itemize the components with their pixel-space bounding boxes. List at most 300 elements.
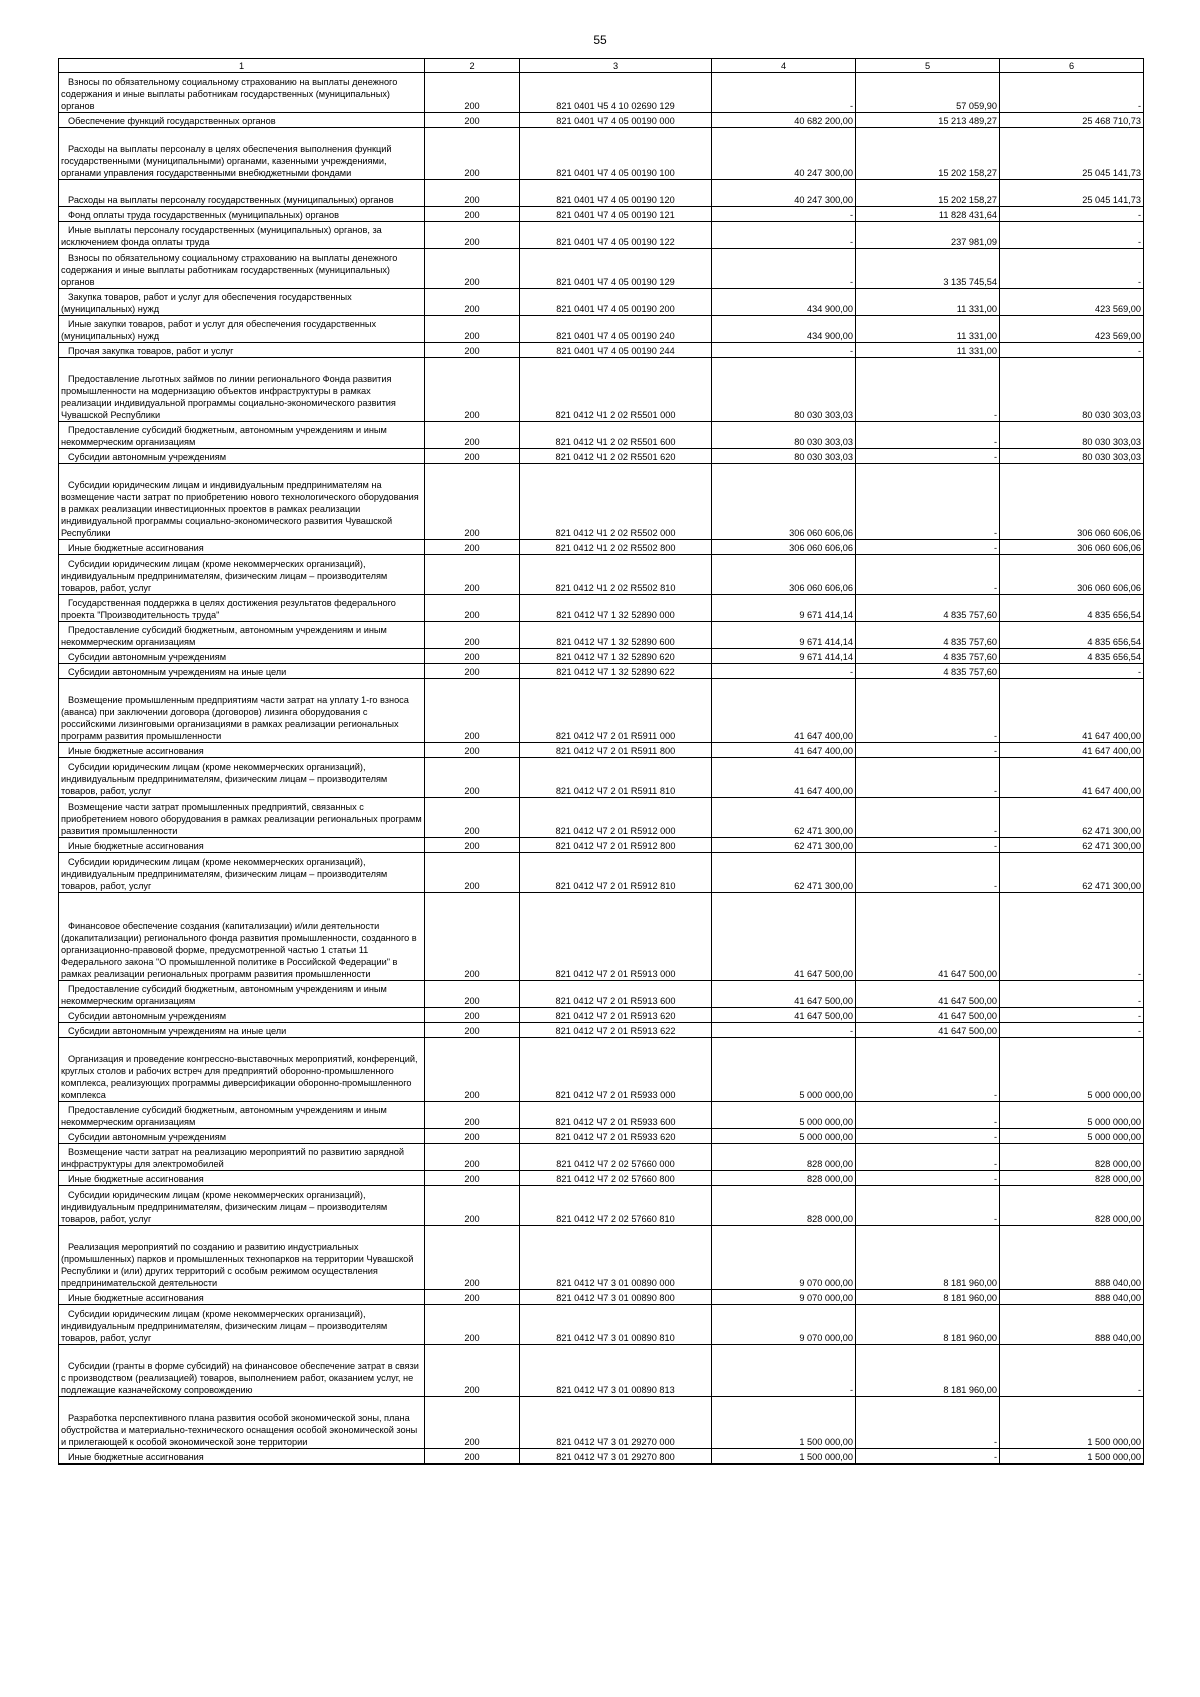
row-name [59, 798, 425, 838]
row-col-4: 5 000 000,00 [712, 1129, 856, 1144]
row-col-6: 888 040,00 [1000, 1290, 1144, 1305]
row-col-5: - [856, 1144, 1000, 1171]
row-code: 821 0412 Ч7 3 01 00890 813 [520, 1345, 712, 1397]
row-col-5: 15 202 158,27 [856, 128, 1000, 180]
row-code: 821 0412 Ч7 2 02 57660 000 [520, 1144, 712, 1171]
row-name-text: Расходы на выплаты персоналу государственных (муниципальных) органов [68, 195, 394, 205]
row-col-2: 200 [425, 1449, 520, 1464]
table-row [59, 853, 1144, 893]
row-col-5: - [856, 422, 1000, 449]
table-row [59, 422, 1144, 449]
row-col-4: 828 000,00 [712, 1171, 856, 1186]
row-name [59, 743, 425, 758]
row-name [59, 316, 425, 343]
row-col-2: 200 [425, 73, 520, 113]
row-code: 821 0412 Ч1 2 02 R5502 810 [520, 555, 712, 595]
row-col-6: 888 040,00 [1000, 1305, 1144, 1345]
row-name [59, 1449, 425, 1464]
row-col-4: - [712, 1023, 856, 1038]
row-col-6: 4 835 656,54 [1000, 622, 1144, 649]
row-name [59, 1226, 425, 1290]
row-code: 821 0412 Ч7 2 01 R5912 000 [520, 798, 712, 838]
row-name-text: Прочая закупка товаров, работ и услуг [68, 346, 234, 356]
row-col-6: - [1000, 893, 1144, 981]
row-col-2: 200 [425, 249, 520, 289]
row-name-text: Взносы по обязательному социальному страхованию на выплаты денежного содержания и иные выплаты работникам государственных (муниципальных) органов [61, 253, 398, 287]
table-body [59, 73, 1144, 1464]
row-col-6: - [1000, 1023, 1144, 1038]
row-col-2: 200 [425, 1144, 520, 1171]
row-col-4: 9 070 000,00 [712, 1290, 856, 1305]
row-col-4: 828 000,00 [712, 1186, 856, 1226]
row-code: 821 0412 Ч7 2 01 R5913 600 [520, 981, 712, 1008]
row-code: 821 0412 Ч7 2 01 R5912 810 [520, 853, 712, 893]
row-name [59, 1144, 425, 1171]
row-col-5: - [856, 555, 1000, 595]
row-col-5: - [856, 1102, 1000, 1129]
row-name [59, 73, 425, 113]
row-name-text: Возмещение части затрат на реализацию мероприятий по развитию зарядной инфраструктуры для электромобилей [61, 1147, 405, 1169]
row-col-4: 306 060 606,06 [712, 464, 856, 540]
row-col-5: 4 835 757,60 [856, 622, 1000, 649]
row-col-5: 4 835 757,60 [856, 595, 1000, 622]
row-col-2: 200 [425, 1186, 520, 1226]
header-col-3: 3 [520, 59, 712, 73]
row-col-2: 200 [425, 649, 520, 664]
budget-table [58, 58, 1144, 1465]
row-col-6: 1 500 000,00 [1000, 1449, 1144, 1464]
row-name [59, 540, 425, 555]
table-row [59, 1102, 1144, 1129]
row-col-6: 80 030 303,03 [1000, 422, 1144, 449]
row-col-2: 200 [425, 679, 520, 743]
table-row [59, 180, 1144, 207]
row-code: 821 0412 Ч1 2 02 R5502 000 [520, 464, 712, 540]
row-col-6: - [1000, 981, 1144, 1008]
row-name [59, 222, 425, 249]
row-col-6: 62 471 300,00 [1000, 838, 1144, 853]
row-col-5: 11 331,00 [856, 316, 1000, 343]
row-col-2: 200 [425, 1345, 520, 1397]
table-row [59, 1129, 1144, 1144]
row-col-6: 4 835 656,54 [1000, 595, 1144, 622]
table-row [59, 449, 1144, 464]
row-col-2: 200 [425, 1226, 520, 1290]
row-col-6: 5 000 000,00 [1000, 1129, 1144, 1144]
row-col-4: 1 500 000,00 [712, 1397, 856, 1449]
row-col-2: 200 [425, 449, 520, 464]
row-col-4: - [712, 1345, 856, 1397]
row-col-2: 200 [425, 1290, 520, 1305]
row-code: 821 0412 Ч7 1 32 52890 600 [520, 622, 712, 649]
row-name [59, 1397, 425, 1449]
table-row [59, 838, 1144, 853]
table-row [59, 249, 1144, 289]
row-name-text: Субсидии юридическим лицам и индивидуальным предпринимателям на возмещение части затрат по приобретению нового технологического оборудования в рамках реализации инвестиционных проектов в рамках реализации индивидуальной программы социально-экономического развития Чувашской Республики [61, 480, 419, 538]
row-name-text: Субсидии юридическим лицам (кроме некоммерческих организаций), индивидуальным предпринимателям, физическим лицам – производителям товаров, работ, услуг [61, 857, 388, 891]
row-name [59, 595, 425, 622]
row-col-5: - [856, 1397, 1000, 1449]
row-code: 821 0412 Ч1 2 02 R5502 800 [520, 540, 712, 555]
row-col-4: - [712, 249, 856, 289]
row-name [59, 853, 425, 893]
table-row [59, 358, 1144, 422]
row-col-6: 5 000 000,00 [1000, 1038, 1144, 1102]
table-row [59, 664, 1144, 679]
row-col-2: 200 [425, 540, 520, 555]
row-name [59, 464, 425, 540]
row-col-5: 15 202 158,27 [856, 180, 1000, 207]
row-name [59, 113, 425, 128]
row-col-5: 41 647 500,00 [856, 1008, 1000, 1023]
row-col-2: 200 [425, 222, 520, 249]
row-name [59, 1129, 425, 1144]
row-name-text: Возмещение промышленным предприятиям части затрат на уплату 1-го взноса (аванса) при заключении договора (договоров) лизинга оборудования с российскими лизинговыми организациями в рамках реализации региональных программ развития промышленности [61, 695, 409, 741]
row-col-5: - [856, 853, 1000, 893]
row-code: 821 0401 Ч7 4 05 00190 129 [520, 249, 712, 289]
row-code: 821 0412 Ч7 3 01 00890 810 [520, 1305, 712, 1345]
table-row [59, 207, 1144, 222]
row-col-5: - [856, 358, 1000, 422]
row-code: 821 0412 Ч7 2 01 R5911 800 [520, 743, 712, 758]
row-col-2: 200 [425, 1305, 520, 1345]
header-col-4: 4 [712, 59, 856, 73]
row-name-text: Обеспечение функций государственных органов [68, 116, 276, 126]
row-col-5: 11 828 431,64 [856, 207, 1000, 222]
row-col-6: 306 060 606,06 [1000, 464, 1144, 540]
row-name-text: Субсидии автономным учреждениям на иные цели [68, 1026, 287, 1036]
row-col-4: 41 647 500,00 [712, 1008, 856, 1023]
row-col-6: 423 569,00 [1000, 316, 1144, 343]
row-name [59, 128, 425, 180]
header-col-5: 5 [856, 59, 1000, 73]
row-name-text: Предоставление субсидий бюджетным, автономным учреждениям и иным некоммерческим организациям [61, 984, 387, 1006]
row-name-text: Субсидии автономным учреждениям [68, 1132, 227, 1142]
row-col-5: 41 647 500,00 [856, 893, 1000, 981]
row-col-5: 57 059,90 [856, 73, 1000, 113]
table-row [59, 343, 1144, 358]
row-code: 821 0401 Ч7 4 05 00190 000 [520, 113, 712, 128]
row-col-2: 200 [425, 555, 520, 595]
row-name [59, 1186, 425, 1226]
row-name-text: Иные бюджетные ассигнования [68, 543, 204, 553]
row-col-2: 200 [425, 595, 520, 622]
table-row [59, 222, 1144, 249]
table-row [59, 1171, 1144, 1186]
table-row [59, 1449, 1144, 1464]
row-col-5: - [856, 743, 1000, 758]
row-code: 821 0412 Ч7 2 01 R5933 000 [520, 1038, 712, 1102]
row-code: 821 0401 Ч7 4 05 00190 100 [520, 128, 712, 180]
row-col-5: - [856, 540, 1000, 555]
row-name [59, 664, 425, 679]
table-row [59, 1144, 1144, 1171]
row-col-6: - [1000, 664, 1144, 679]
row-name [59, 249, 425, 289]
row-name [59, 1102, 425, 1129]
row-col-6: 5 000 000,00 [1000, 1102, 1144, 1129]
table-row [59, 316, 1144, 343]
table-row [59, 649, 1144, 664]
row-col-2: 200 [425, 422, 520, 449]
row-col-5: 41 647 500,00 [856, 981, 1000, 1008]
row-col-4: 40 682 200,00 [712, 113, 856, 128]
table-row [59, 622, 1144, 649]
row-col-2: 200 [425, 743, 520, 758]
table-row [59, 73, 1144, 113]
table-row [59, 1397, 1144, 1449]
row-name [59, 422, 425, 449]
row-col-6: - [1000, 1008, 1144, 1023]
row-col-5: 4 835 757,60 [856, 664, 1000, 679]
row-col-4: 5 000 000,00 [712, 1102, 856, 1129]
row-col-6: - [1000, 222, 1144, 249]
row-col-2: 200 [425, 343, 520, 358]
row-code: 821 0412 Ч7 2 01 R5933 620 [520, 1129, 712, 1144]
row-name [59, 358, 425, 422]
row-col-6: 1 500 000,00 [1000, 1397, 1144, 1449]
row-col-4: 828 000,00 [712, 1144, 856, 1171]
table-row [59, 1186, 1144, 1226]
row-col-6: 25 045 141,73 [1000, 180, 1144, 207]
row-col-2: 200 [425, 1038, 520, 1102]
row-name [59, 1290, 425, 1305]
row-code: 821 0412 Ч7 2 02 57660 810 [520, 1186, 712, 1226]
row-name-text: Закупка товаров, работ и услуг для обеспечения государственных (муниципальных) нужд [61, 292, 352, 314]
row-name-text: Иные бюджетные ассигнования [68, 746, 204, 756]
row-code: 821 0412 Ч7 3 01 29270 000 [520, 1397, 712, 1449]
row-name-text: Финансовое обеспечение создания (капитализации) и/или деятельности (докапитализации) регионального фонда развития промышленности, созданного в организационно-правовой форме, предусмотренной частью 1 статьи 11 Федерального закона "О промышленной политике в Российской Федерации" в рамках реализации региональных программ развития промышленности [61, 921, 417, 979]
row-name [59, 1038, 425, 1102]
row-name-text: Расходы на выплаты персоналу в целях обеспечения выполнения функций государственными (муниципальными) органами, казенными учреждениями, органами управления государственными внебюджетными фондами [61, 144, 392, 178]
row-col-4: 9 671 414,14 [712, 595, 856, 622]
row-col-2: 200 [425, 838, 520, 853]
row-col-5: - [856, 679, 1000, 743]
row-col-6: - [1000, 1345, 1144, 1397]
row-col-6: - [1000, 207, 1144, 222]
row-col-5: 8 181 960,00 [856, 1305, 1000, 1345]
row-name-text: Реализация мероприятий по созданию и развитию индустриальных (промышленных) парков и промышленных технопарков на территории Чувашской Республики и (или) других территорий с особым режимом осуществления предпринимательской деятельности [61, 1242, 414, 1288]
row-col-4: 41 647 500,00 [712, 981, 856, 1008]
row-col-2: 200 [425, 798, 520, 838]
row-col-4: - [712, 222, 856, 249]
row-code: 821 0412 Ч7 2 01 R5911 810 [520, 758, 712, 798]
row-col-2: 200 [425, 180, 520, 207]
table-row [59, 1290, 1144, 1305]
row-code: 821 0401 Ч7 4 05 00190 121 [520, 207, 712, 222]
row-code: 821 0401 Ч7 4 05 00190 122 [520, 222, 712, 249]
row-name-text: Предоставление субсидий бюджетным, автономным учреждениям и иным некоммерческим организациям [61, 1105, 387, 1127]
row-col-2: 200 [425, 893, 520, 981]
row-name-text: Иные бюджетные ассигнования [68, 1451, 204, 1462]
table-row [59, 540, 1144, 555]
row-code: 821 0412 Ч7 3 01 00890 000 [520, 1226, 712, 1290]
row-col-2: 200 [425, 207, 520, 222]
row-col-4: 62 471 300,00 [712, 853, 856, 893]
row-col-2: 200 [425, 1102, 520, 1129]
row-col-6: 4 835 656,54 [1000, 649, 1144, 664]
row-col-4: 41 647 400,00 [712, 743, 856, 758]
row-col-2: 200 [425, 622, 520, 649]
row-code: 821 0401 Ч7 4 05 00190 240 [520, 316, 712, 343]
table-row [59, 1305, 1144, 1345]
row-col-2: 200 [425, 1129, 520, 1144]
row-name-text: Субсидии автономным учреждениям [68, 652, 227, 662]
row-col-4: 9 671 414,14 [712, 649, 856, 664]
row-col-4: - [712, 207, 856, 222]
row-name [59, 449, 425, 464]
table-row [59, 113, 1144, 128]
row-col-5: 8 181 960,00 [856, 1226, 1000, 1290]
row-code: 821 0412 Ч7 2 01 R5913 622 [520, 1023, 712, 1038]
row-col-4: - [712, 343, 856, 358]
row-col-4: 41 647 400,00 [712, 679, 856, 743]
row-col-5: 41 647 500,00 [856, 1023, 1000, 1038]
row-name [59, 981, 425, 1008]
row-name [59, 758, 425, 798]
row-code: 821 0412 Ч7 2 01 R5913 000 [520, 893, 712, 981]
row-col-4: 62 471 300,00 [712, 838, 856, 853]
row-col-2: 200 [425, 1008, 520, 1023]
row-col-5: 3 135 745,54 [856, 249, 1000, 289]
row-col-5: - [856, 1038, 1000, 1102]
row-code: 821 0412 Ч7 2 01 R5912 800 [520, 838, 712, 853]
row-col-4: 9 671 414,14 [712, 622, 856, 649]
page-number: 55 [593, 33, 607, 47]
table-row [59, 758, 1144, 798]
row-col-4: 41 647 400,00 [712, 758, 856, 798]
row-col-4: 80 030 303,03 [712, 449, 856, 464]
row-name [59, 343, 425, 358]
row-col-2: 200 [425, 128, 520, 180]
row-name [59, 1008, 425, 1023]
row-name-text: Предоставление субсидий бюджетным, автономным учреждениям и иным некоммерческим организациям [61, 425, 387, 447]
row-col-4: 80 030 303,03 [712, 358, 856, 422]
row-col-2: 200 [425, 664, 520, 679]
row-col-6: 25 045 141,73 [1000, 128, 1144, 180]
row-col-6: - [1000, 249, 1144, 289]
table-row [59, 743, 1144, 758]
row-name-text: Иные закупки товаров, работ и услуг для обеспечения государственных (муниципальных) нужд [61, 319, 377, 341]
row-name-text: Разработка перспективного плана развития особой экономической зоны, плана обустройства и материально-технического оснащения особой экономической зоны и прилегающей к особой экономической зоне территории [61, 1413, 418, 1447]
row-name [59, 207, 425, 222]
row-name-text: Субсидии юридическим лицам (кроме некоммерческих организаций), индивидуальным предпринимателям, физическим лицам – производителям товаров, работ, услуг [61, 1190, 388, 1224]
row-col-4: 5 000 000,00 [712, 1038, 856, 1102]
table-row [59, 1038, 1144, 1102]
row-col-6: - [1000, 343, 1144, 358]
row-col-6: 80 030 303,03 [1000, 449, 1144, 464]
row-col-4: 9 070 000,00 [712, 1226, 856, 1290]
row-name [59, 180, 425, 207]
row-code: 821 0412 Ч1 2 02 R5501 600 [520, 422, 712, 449]
row-code: 821 0412 Ч7 1 32 52890 000 [520, 595, 712, 622]
row-col-2: 200 [425, 289, 520, 316]
row-col-6: 41 647 400,00 [1000, 679, 1144, 743]
row-col-5: 8 181 960,00 [856, 1345, 1000, 1397]
row-name-text: Взносы по обязательному социальному страхованию на выплаты денежного содержания и иные выплаты работникам государственных (муниципальных) органов [61, 77, 398, 111]
row-name-text: Возмещение части затрат промышленных предприятий, связанных с приобретением нового оборудования в рамках реализации региональных программ развития промышленности [61, 802, 422, 836]
row-col-4: 306 060 606,06 [712, 555, 856, 595]
row-col-4: 306 060 606,06 [712, 540, 856, 555]
row-col-6: 828 000,00 [1000, 1171, 1144, 1186]
row-col-6: 62 471 300,00 [1000, 853, 1144, 893]
row-col-6: 306 060 606,06 [1000, 540, 1144, 555]
row-code: 821 0401 Ч5 4 10 02690 129 [520, 73, 712, 113]
table-row [59, 464, 1144, 540]
row-name [59, 679, 425, 743]
row-col-2: 200 [425, 358, 520, 422]
row-name [59, 893, 425, 981]
row-name [59, 1023, 425, 1038]
row-col-2: 200 [425, 853, 520, 893]
row-col-6: 25 468 710,73 [1000, 113, 1144, 128]
table-row [59, 128, 1144, 180]
row-col-2: 200 [425, 1171, 520, 1186]
row-col-2: 200 [425, 1023, 520, 1038]
row-col-6: 828 000,00 [1000, 1144, 1144, 1171]
row-code: 821 0412 Ч1 2 02 R5501 000 [520, 358, 712, 422]
row-name [59, 622, 425, 649]
row-name-text: Предоставление субсидий бюджетным, автономным учреждениям и иным некоммерческим организациям [61, 625, 387, 647]
row-code: 821 0412 Ч7 2 01 R5913 620 [520, 1008, 712, 1023]
row-col-4: - [712, 664, 856, 679]
row-code: 821 0401 Ч7 4 05 00190 200 [520, 289, 712, 316]
table-row [59, 981, 1144, 1008]
row-col-6: 62 471 300,00 [1000, 798, 1144, 838]
table-row [59, 893, 1144, 981]
row-code: 821 0412 Ч7 2 01 R5911 000 [520, 679, 712, 743]
row-name [59, 1171, 425, 1186]
row-col-6: 306 060 606,06 [1000, 555, 1144, 595]
row-col-5: - [856, 1186, 1000, 1226]
header-col-2: 2 [425, 59, 520, 73]
row-col-5: - [856, 464, 1000, 540]
row-name [59, 555, 425, 595]
row-code: 821 0412 Ч7 3 01 00890 800 [520, 1290, 712, 1305]
table-row [59, 555, 1144, 595]
row-col-5: - [856, 1449, 1000, 1464]
table-row [59, 679, 1144, 743]
table-row [59, 1345, 1144, 1397]
row-col-6: 888 040,00 [1000, 1226, 1144, 1290]
row-code: 821 0412 Ч7 2 02 57660 800 [520, 1171, 712, 1186]
row-name-text: Субсидии (гранты в форме субсидий) на финансовое обеспечение затрат в связи с производством (реализацией) товаров, выполнением работ, оказанием услуг, не подлежащие казначейскому сопровождению [61, 1361, 419, 1395]
row-code: 821 0412 Ч1 2 02 R5501 620 [520, 449, 712, 464]
row-col-6: 80 030 303,03 [1000, 358, 1144, 422]
row-col-5: 4 835 757,60 [856, 649, 1000, 664]
row-name [59, 649, 425, 664]
row-col-4: 9 070 000,00 [712, 1305, 856, 1345]
table-row [59, 798, 1144, 838]
row-col-5: 237 981,09 [856, 222, 1000, 249]
row-col-5: - [856, 838, 1000, 853]
row-name-text: Иные бюджетные ассигнования [68, 1174, 204, 1184]
row-col-2: 200 [425, 464, 520, 540]
row-col-5: - [856, 798, 1000, 838]
row-code: 821 0401 Ч7 4 05 00190 120 [520, 180, 712, 207]
row-col-2: 200 [425, 316, 520, 343]
row-col-2: 200 [425, 758, 520, 798]
header-col-6: 6 [1000, 59, 1144, 73]
row-code: 821 0412 Ч7 3 01 29270 800 [520, 1449, 712, 1464]
row-col-6: - [1000, 73, 1144, 113]
row-name-text: Иные бюджетные ассигнования [68, 841, 204, 851]
row-code: 821 0412 Ч7 1 32 52890 622 [520, 664, 712, 679]
row-col-4: 80 030 303,03 [712, 422, 856, 449]
row-code: 821 0412 Ч7 2 01 R5933 600 [520, 1102, 712, 1129]
row-col-6: 41 647 400,00 [1000, 758, 1144, 798]
row-col-6: 41 647 400,00 [1000, 743, 1144, 758]
